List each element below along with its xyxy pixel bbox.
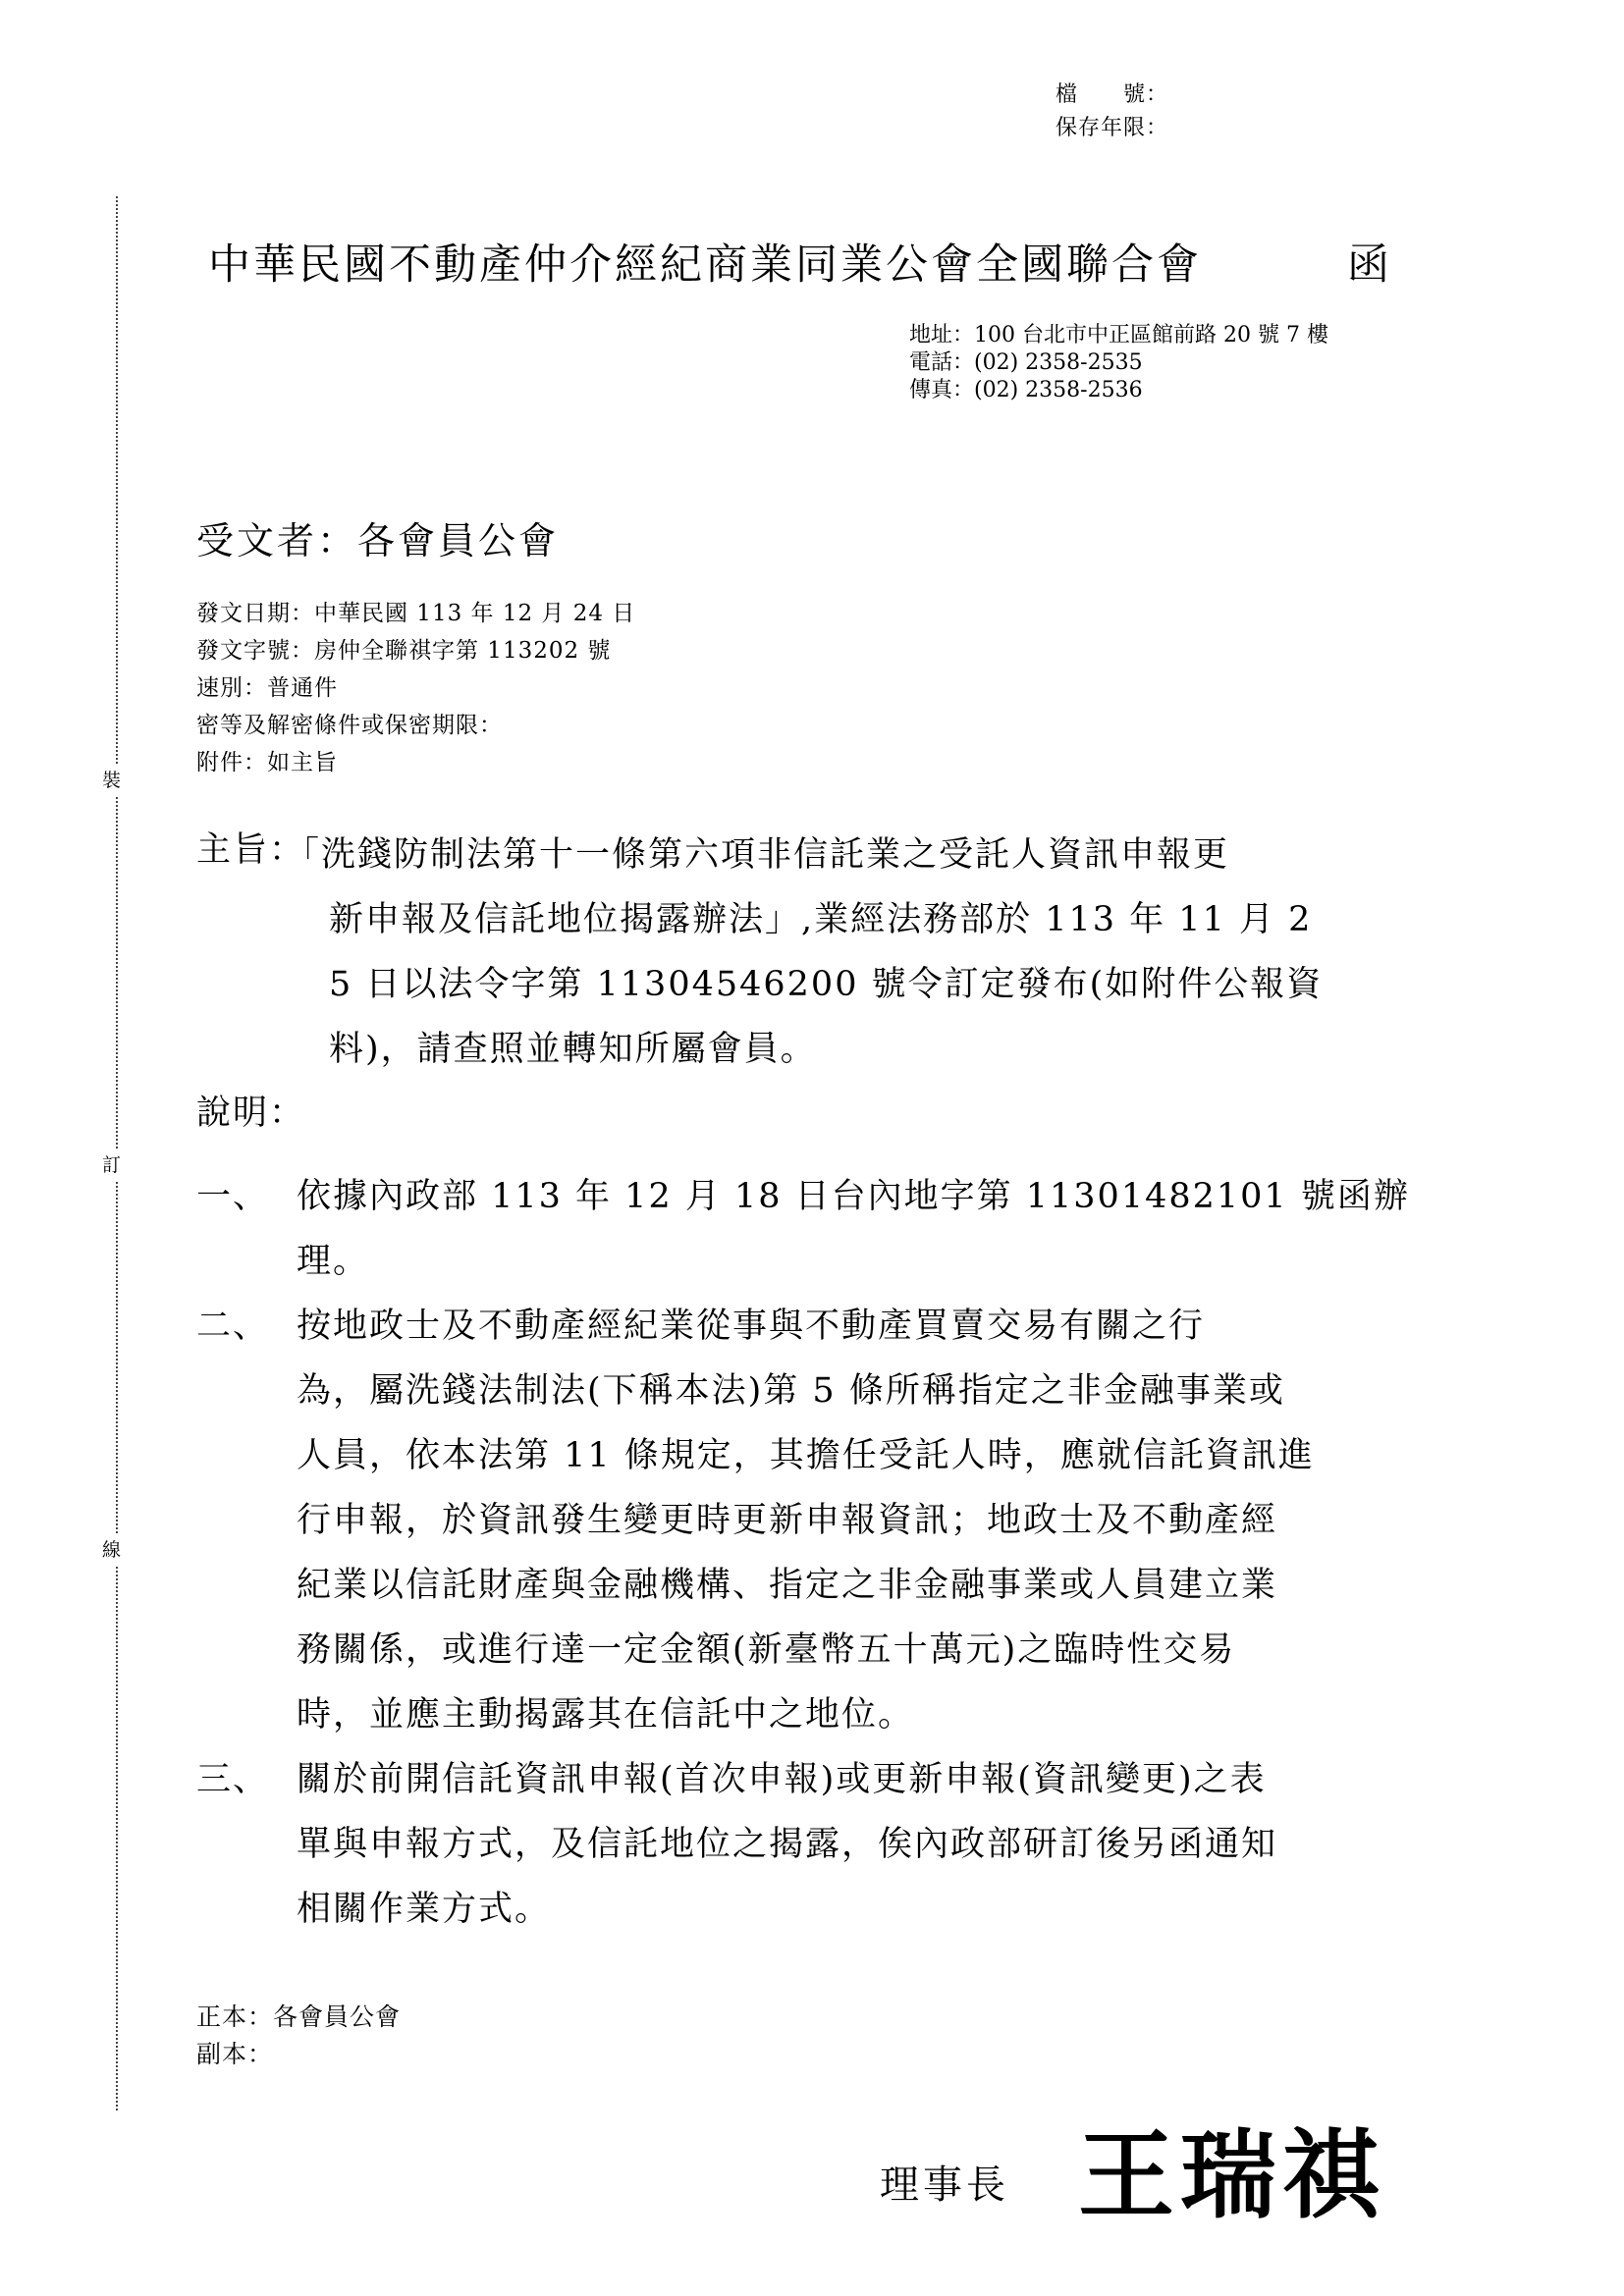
- original-recipients: 正本：各會員公會: [196, 2002, 402, 2031]
- item-line: 按地政士及不動產經紀業從事與不動產買賣交易有關之行: [297, 1307, 1206, 1346]
- file-info: [1056, 79, 1168, 145]
- item-number: 一、: [196, 1177, 270, 1216]
- item-line: 行申報，於資訊發生變更時更新申報資訊；地政士及不動產經: [297, 1501, 1278, 1540]
- binding-mark-line: 線: [102, 1535, 121, 1565]
- issue-date: 發文日期：中華民國 113 年 12 月 24 日: [196, 601, 636, 626]
- document-type: 函: [1347, 240, 1389, 290]
- binding-mark-bind: 裝: [102, 766, 121, 795]
- priority: 速別：普通件: [196, 675, 338, 701]
- item-line: 為，屬洗錢法制法(下稱本法)第 5 條所稱指定之非金融事業或: [297, 1371, 1285, 1411]
- binding-mark-stitch: 訂: [102, 1150, 121, 1180]
- subject-line: 料)，請查照並轉知所屬會員。: [329, 1030, 817, 1069]
- phone: 電話：(02) 2358-2535: [909, 350, 1143, 375]
- address: 地址：100 台北市中正區館前路 20 號 7 樓: [909, 323, 1328, 347]
- retention-label: 保存年限：: [1056, 116, 1169, 140]
- explanation-item-3: [196, 1747, 1453, 1942]
- item-line: 相關作業方式。: [297, 1890, 552, 1929]
- item-line: 依據內政部 113 年 12 月 18 日台內地字第 11301482101 號函辦: [297, 1177, 1410, 1216]
- recipient: 受文者：各會員公會: [196, 519, 560, 562]
- attachment: 附件：如主旨: [196, 750, 338, 775]
- contact-info: [909, 322, 1328, 404]
- subject-body: [285, 823, 1443, 1082]
- file-number-label: 檔 號：: [1056, 82, 1169, 107]
- explanation-item-2: [196, 1294, 1453, 1747]
- explanation-item-1: [196, 1164, 1453, 1294]
- issue-number: 發文字號：房仲全聯祺字第 113202 號: [196, 638, 612, 664]
- subject-line: 「洗錢防制法第十一條第六項非信託業之受託人資訊申報更: [285, 835, 1230, 875]
- signer-name: 王瑞祺: [1078, 2120, 1385, 2232]
- subject-label: 主旨：: [196, 830, 306, 870]
- explanation-label: 說明：: [196, 1094, 306, 1133]
- item-line: 人員，依本法第 11 條規定，其擔任受託人時，應就信託資訊進: [297, 1436, 1315, 1475]
- item-line: 關於前開信託資訊申報(首次申報)或更新申報(資訊變更)之表: [297, 1760, 1267, 1799]
- document-meta: [196, 595, 635, 781]
- item-line: 紀業以信託財產與金融機構、指定之非金融事業或人員建立業: [297, 1566, 1278, 1605]
- item-line: 務關係，或進行達一定金額(新臺幣五十萬元)之臨時性交易: [297, 1630, 1236, 1670]
- distribution: [196, 1999, 401, 2073]
- signer-title: 理事長: [880, 2163, 1009, 2208]
- item-line: 單與申報方式，及信託地位之揭露，俟內政部研訂後另函通知: [297, 1825, 1278, 1864]
- item-line: 理。: [297, 1242, 370, 1281]
- item-line: 時，並應主動揭露其在信託中之地位。: [297, 1695, 915, 1735]
- item-number: 三、: [196, 1760, 270, 1799]
- copy-recipients: 副本：: [196, 2040, 274, 2068]
- organization-title: 中華民國不動產仲介經紀商業同業公會全國聯合會: [208, 240, 1202, 290]
- subject-line: 5 日以法令字第 11304546200 號令訂定發布(如附件公報資: [329, 965, 1324, 1004]
- confidentiality: 密等及解密條件或保密期限：: [196, 713, 503, 738]
- subject-line: 新申報及信託地位揭露辦法」,業經法務部於 113 年 11 月 2: [329, 900, 1313, 939]
- item-number: 二、: [196, 1307, 270, 1346]
- fax: 傳真：(02) 2358-2536: [909, 378, 1143, 402]
